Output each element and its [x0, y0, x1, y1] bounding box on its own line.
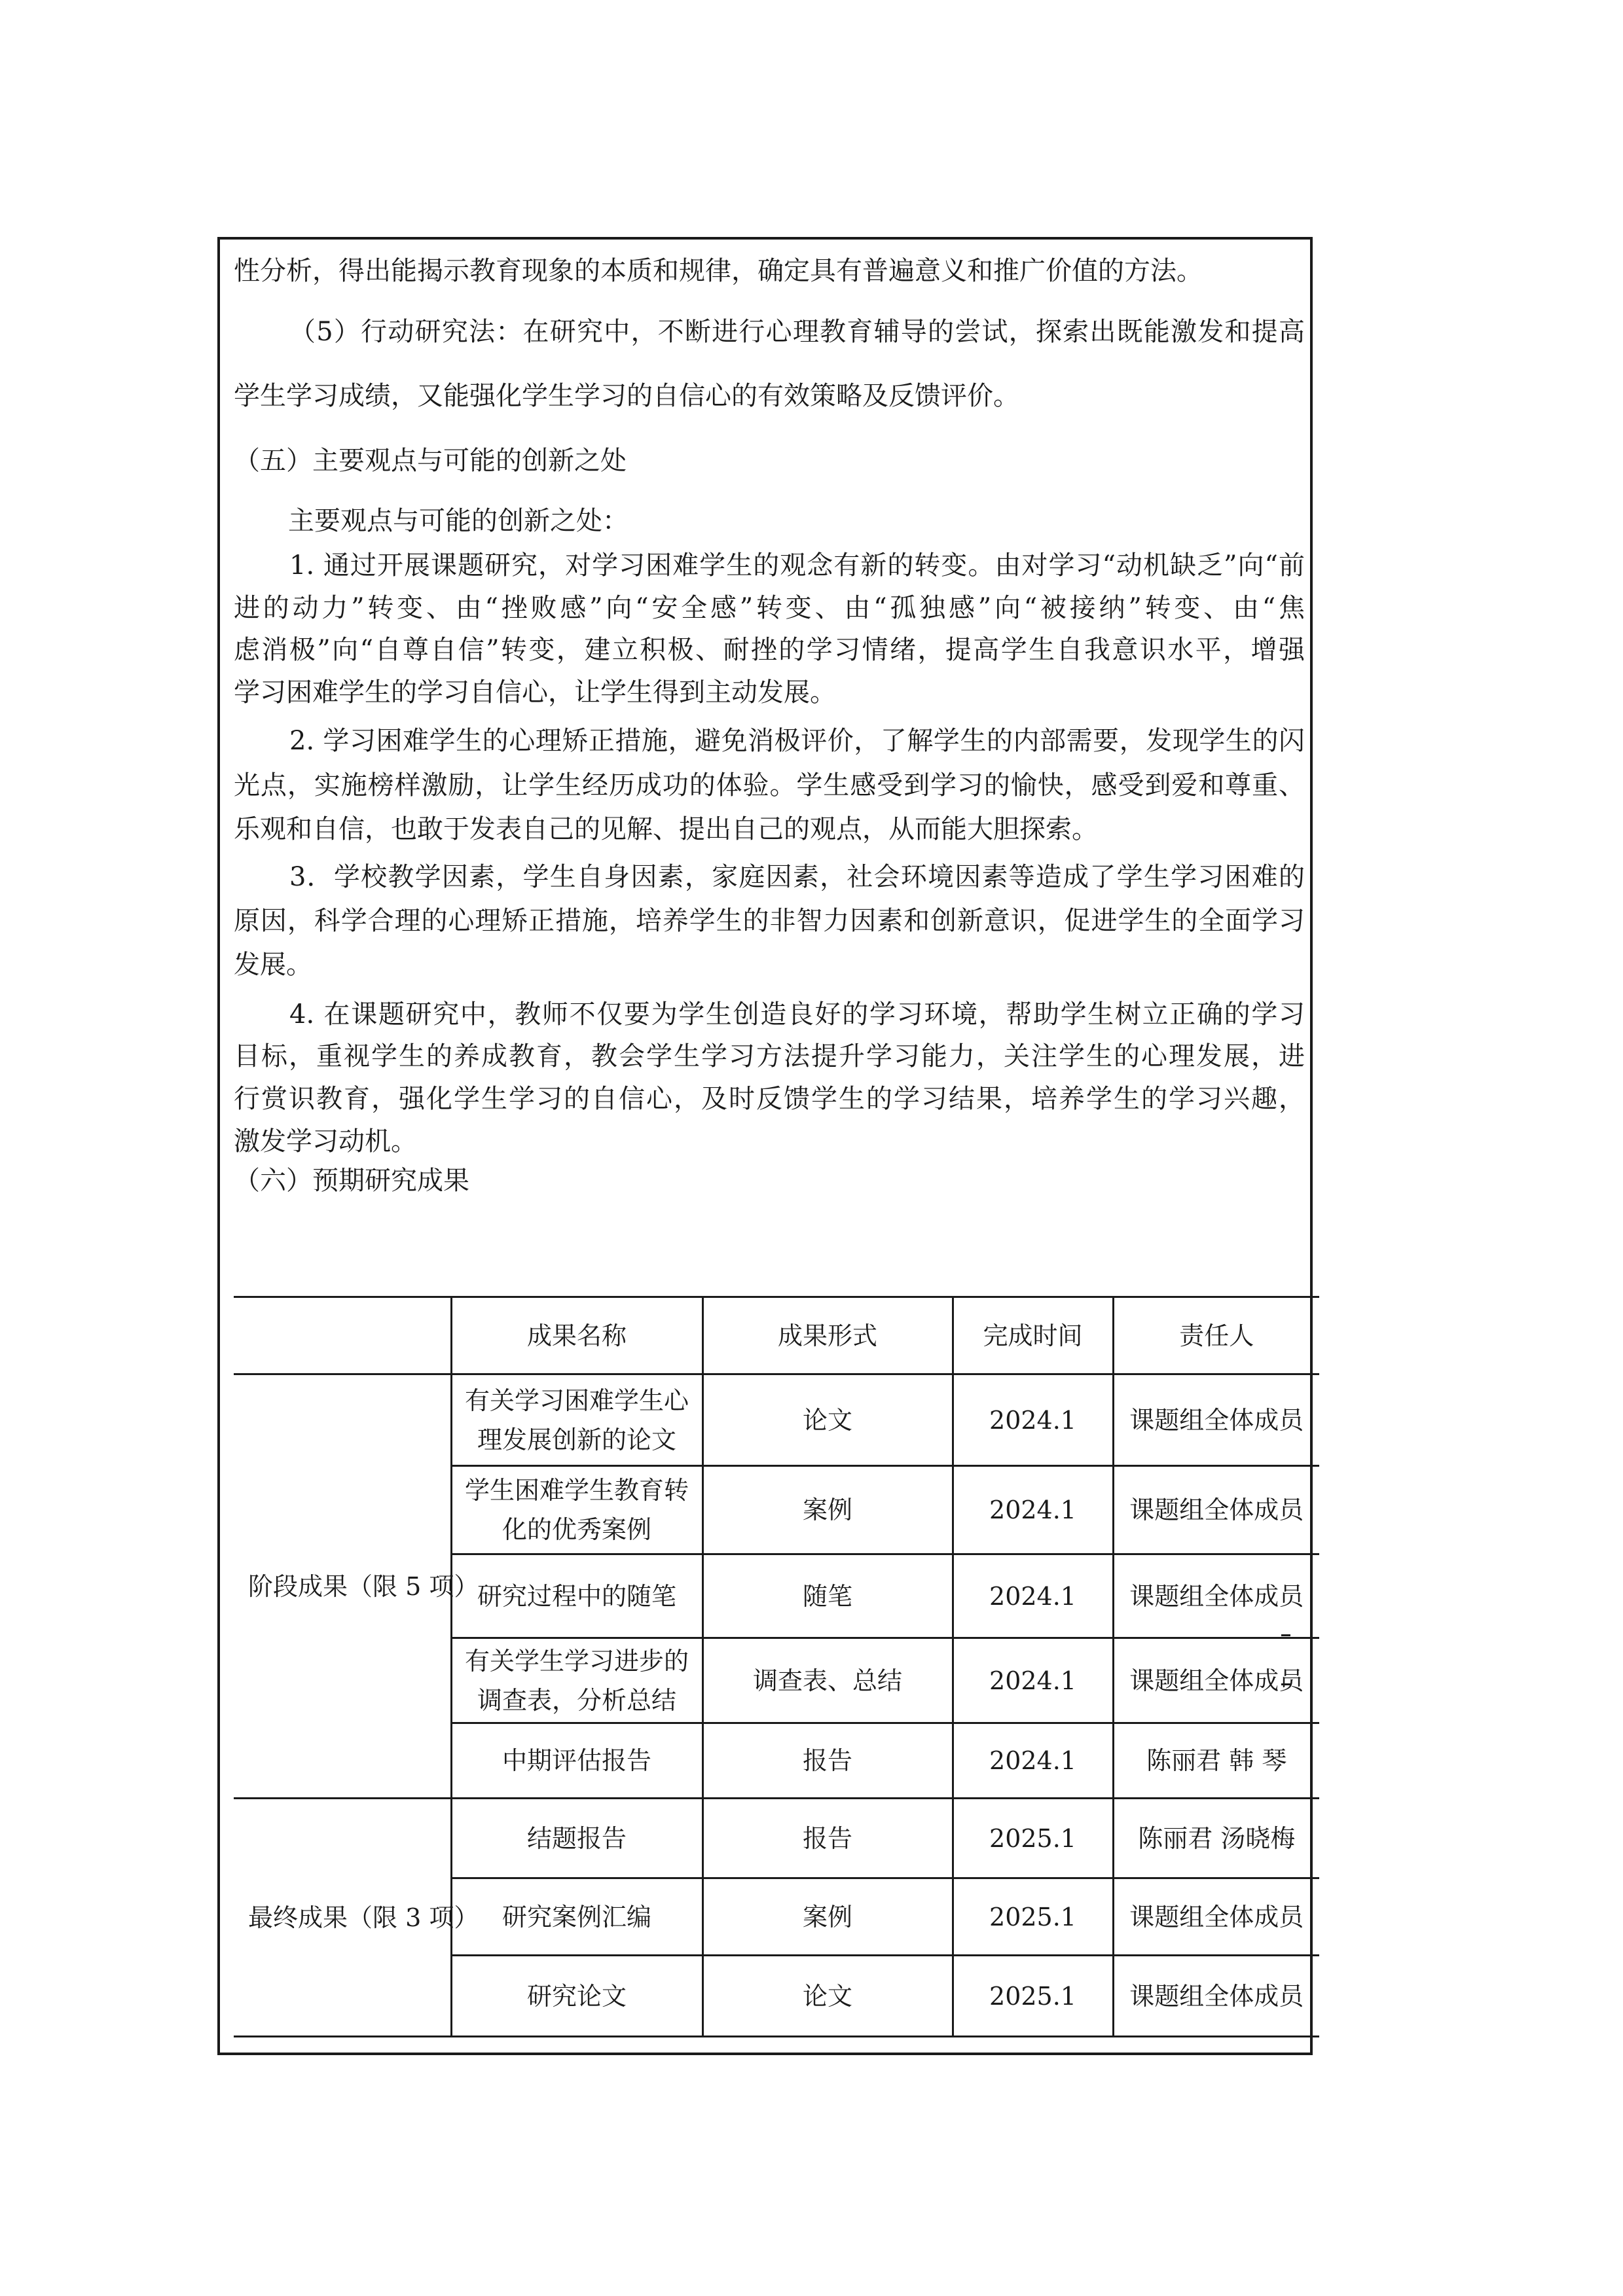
outcome-owner-cell: 课题组全体成员 — [1113, 1374, 1319, 1466]
paragraph-line: 主要观点与可能的创新之处： — [288, 506, 629, 536]
outcome-time-cell: 2024.1 — [953, 1638, 1113, 1723]
outcome-time-cell: 2025.1 — [953, 1878, 1113, 1956]
outcome-name-cell: 研究过程中的随笔 — [451, 1554, 702, 1638]
stage-outcomes-label: 阶段成果（限 5 项） — [234, 1374, 451, 1799]
outcome-name-cell: 中期评估报告 — [451, 1723, 702, 1799]
outcome-time-cell: 2024.1 — [953, 1554, 1113, 1638]
outcome-form-cell: 报告 — [702, 1723, 953, 1799]
outcome-owner-cell: 课题组全体成员 — [1113, 1466, 1319, 1554]
paragraph-line: 进的动力”转变、由“挫败感”向“安全感”转变、由“孤独感”向“被接纳”转变、由“焦 — [234, 593, 1305, 623]
outcome-name-cell: 学生困难学生教育转化的优秀案例 — [451, 1466, 702, 1554]
table-header-cell: 成果形式 — [702, 1297, 953, 1374]
table-header-cell: 完成时间 — [953, 1297, 1113, 1374]
paragraph-line: 原因，科学合理的心理矫正措施，培养学生的非智力因素和创新意识，促进学生的全面学习 — [234, 906, 1305, 936]
outcome-owner-cell: 陈丽君 汤晓梅 — [1113, 1799, 1319, 1878]
outcome-time-cell: 2025.1 — [953, 1956, 1113, 2037]
paragraph-line: 4. 在课题研究中，教师不仅要为学生创造良好的学习环境，帮助学生树立正确的学习 — [289, 999, 1305, 1030]
outcome-form-cell: 论文 — [702, 1374, 953, 1466]
margin-tick-mark — [1281, 1634, 1290, 1636]
paragraph-line: 学生学习成绩，又能强化学生学习的自信心的有效策略及反馈评价。 — [234, 381, 1019, 411]
table-row — [234, 1799, 1319, 1878]
outcome-owner-cell: 课题组全体成员 — [1113, 1878, 1319, 1956]
paragraph-line: 光点，实施榜样激励，让学生经历成功的体验。学生感受到学习的愉快，感受到爱和尊重、 — [234, 770, 1305, 800]
table-header-cell: 成果名称 — [451, 1297, 702, 1374]
outcome-time-cell: 2025.1 — [953, 1799, 1113, 1878]
table-row — [234, 1374, 1319, 1466]
outcome-name-cell: 研究案例汇编 — [451, 1878, 702, 1956]
paragraph-line: 虑消极”向“自尊自信”转变，建立积极、耐挫的学习情绪，提高学生自我意识水平，增强 — [234, 635, 1305, 665]
outcome-name-cell: 有关学习困难学生心理发展创新的论文 — [451, 1374, 702, 1466]
paragraph-line: 乐观和自信，也敢于发表自己的见解、提出自己的观点，从而能大胆探索。 — [234, 814, 1098, 844]
outcome-time-cell: 2024.1 — [953, 1466, 1113, 1554]
outcome-owner-cell: 课题组全体成员 — [1113, 1554, 1319, 1638]
outcome-name-cell: 研究论文 — [451, 1956, 702, 2037]
section-heading: （五）主要观点与可能的创新之处 — [234, 446, 627, 476]
table-header-cell — [234, 1297, 451, 1374]
outcomes-table — [234, 1296, 1319, 2037]
outcome-owner-cell: 课题组全体成员 — [1113, 1956, 1319, 2037]
table-header-row — [234, 1297, 1319, 1374]
paragraph-line: 激发学习动机。 — [234, 1126, 417, 1157]
outcome-form-cell: 案例 — [702, 1466, 953, 1554]
paragraph-line: 2. 学习困难学生的心理矫正措施，避免消极评价，了解学生的内部需要，发现学生的闪 — [289, 726, 1305, 756]
paragraph-line: 发展。 — [234, 950, 312, 980]
paragraph-line: 目标，重视学生的养成教育，教会学生学习方法提升学习能力，关注学生的心理发展，进 — [234, 1041, 1305, 1071]
margin-tick-mark — [1281, 1683, 1290, 1685]
outcome-owner-cell: 课题组全体成员 — [1113, 1638, 1319, 1723]
paragraph-line: 3．学校教学因素，学生自身因素，家庭因素，社会环境因素等造成了学生学习困难的 — [289, 862, 1305, 892]
outcome-name-cell: 有关学生学习进步的调查表，分析总结 — [451, 1638, 702, 1723]
outcome-time-cell: 2024.1 — [953, 1374, 1113, 1466]
paragraph-line: （5）行动研究法：在研究中，不断进行心理教育辅导的尝试，探索出既能激发和提高 — [289, 317, 1305, 347]
outcome-form-cell: 报告 — [702, 1799, 953, 1878]
paragraph-line: 学习困难学生的学习自信心，让学生得到主动发展。 — [234, 677, 836, 708]
paragraph-line: 性分析，得出能揭示教育现象的本质和规律，确定具有普遍意义和推广价值的方法。 — [234, 256, 1203, 286]
outcome-form-cell: 随笔 — [702, 1554, 953, 1638]
paragraph-line: 行赏识教育，强化学生学习的自信心，及时反馈学生的学习结果，培养学生的学习兴趣， — [234, 1084, 1305, 1114]
outcome-form-cell: 案例 — [702, 1878, 953, 1956]
outcome-owner-cell: 陈丽君 韩 琴 — [1113, 1723, 1319, 1799]
section-heading: （六）预期研究成果 — [234, 1166, 469, 1196]
table-header-cell: 责任人 — [1113, 1297, 1319, 1374]
outcome-form-cell: 调查表、总结 — [702, 1638, 953, 1723]
outcome-form-cell: 论文 — [702, 1956, 953, 2037]
outcome-time-cell: 2024.1 — [953, 1723, 1113, 1799]
final-outcomes-label: 最终成果（限 3 项） — [234, 1799, 451, 2037]
outcome-name-cell: 结题报告 — [451, 1799, 702, 1878]
paragraph-line: 1. 通过开展课题研究，对学习困难学生的观念有新的转变。由对学习“动机缺乏”向“前 — [289, 550, 1305, 581]
